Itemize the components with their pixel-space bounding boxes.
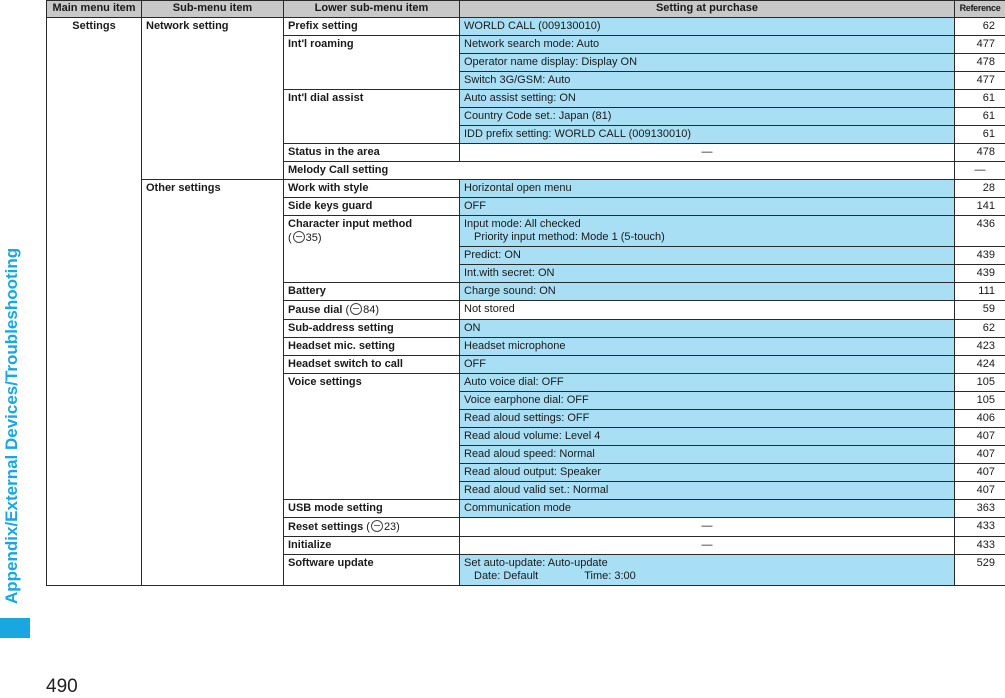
lower-item-prefix-setting: Prefix setting [284, 18, 460, 36]
lower-item-work-with-style: Work with style [284, 180, 460, 198]
lower-item-page: 23) [383, 521, 400, 533]
setting-line: Set auto-update: Auto-update [464, 557, 608, 569]
setting-value: Int.with secret: ON [460, 265, 955, 283]
sub-item-melody-call-setting: Melody Call setting [284, 162, 955, 180]
reference-page: 61 [955, 108, 1005, 126]
setting-value: Charge sound: ON [460, 283, 955, 301]
reference-page: 433 [955, 518, 1005, 537]
lower-item-label: Character input method [288, 218, 413, 230]
time-setting: Time: 3:00 [584, 570, 636, 582]
header-reference: Reference [955, 1, 1005, 18]
setting-value: OFF [460, 356, 955, 374]
lower-item-pause-dial: Pause dial ( 84) [284, 301, 460, 320]
header-sub-menu-item: Sub-menu item [142, 1, 284, 18]
table-row [47, 18, 1005, 36]
side-tab [0, 0, 30, 698]
setting-value: WORLD CALL (009130010) [460, 18, 955, 36]
reference-page: 407 [955, 428, 1005, 446]
setting-value: ON [460, 320, 955, 338]
reference-page: 407 [955, 482, 1005, 500]
lower-item-initialize: Initialize [284, 537, 460, 555]
side-tab-marker [0, 618, 30, 638]
date-setting: Date: Default [474, 570, 539, 582]
lower-item-reset-settings: Reset settings ( 23) [284, 518, 460, 537]
lower-item-intl-roaming: Int'l roaming [284, 36, 460, 90]
setting-value: Read aloud output: Speaker [460, 464, 955, 482]
menu-key-icon [293, 231, 305, 243]
setting-value: Headset microphone [460, 338, 955, 356]
reference-page: 62 [955, 320, 1005, 338]
reference-page: 424 [955, 356, 1005, 374]
setting-value: OFF [460, 198, 955, 216]
lower-item-sub-address-setting: Sub-address setting [284, 320, 460, 338]
main-menu-settings: Settings [47, 18, 142, 586]
reference-page: 477 [955, 72, 1005, 90]
lower-item-status-in-area: Status in the area [284, 144, 460, 162]
reference-page: 105 [955, 392, 1005, 410]
reference-page: 61 [955, 90, 1005, 108]
setting-line: Input mode: All checked [464, 218, 581, 230]
reference-page: 407 [955, 464, 1005, 482]
setting-value: — [460, 537, 955, 555]
setting-value [460, 555, 955, 586]
lower-item-voice-settings: Voice settings [284, 374, 460, 500]
lower-item-intl-dial-assist: Int'l dial assist [284, 90, 460, 144]
setting-line [464, 570, 950, 583]
sub-item-other-settings: Other settings [142, 180, 284, 586]
settings-table [46, 0, 1005, 586]
reference-page: 28 [955, 180, 1005, 198]
setting-value: IDD prefix setting: WORLD CALL (009130010) [460, 126, 955, 144]
setting-value: Read aloud volume: Level 4 [460, 428, 955, 446]
setting-value: Read aloud settings: OFF [460, 410, 955, 428]
reference-page: 477 [955, 36, 1005, 54]
menu-key-icon [350, 303, 362, 315]
setting-value: Auto voice dial: OFF [460, 374, 955, 392]
lower-item-page: 84) [363, 304, 380, 316]
reference-page: 436 [955, 216, 1005, 247]
setting-value: — [460, 518, 955, 537]
reference-page: 529 [955, 555, 1005, 586]
reference-page: 111 [955, 283, 1005, 301]
setting-value: Communication mode [460, 500, 955, 518]
reference-page: 478 [955, 54, 1005, 72]
reference-page: 141 [955, 198, 1005, 216]
setting-value: Switch 3G/GSM: Auto [460, 72, 955, 90]
setting-value: — [460, 144, 955, 162]
reference-page: 423 [955, 338, 1005, 356]
reference-page: 407 [955, 446, 1005, 464]
lower-item-label: Pause dial [288, 304, 343, 316]
side-tab-label: Appendix/External Devices/Troubleshooting [2, 247, 21, 604]
setting-value: Voice earphone dial: OFF [460, 392, 955, 410]
header-lower-sub-menu-item: Lower sub-menu item [284, 1, 460, 18]
header-main-menu-item: Main menu item [47, 1, 142, 18]
lower-item-battery: Battery [284, 283, 460, 301]
setting-value: Operator name display: Display ON [460, 54, 955, 72]
setting-value: Network search mode: Auto [460, 36, 955, 54]
setting-value: Auto assist setting: ON [460, 90, 955, 108]
setting-line: Priority input method: Mode 1 (5-touch) [474, 231, 665, 243]
setting-value: Read aloud valid set.: Normal [460, 482, 955, 500]
lower-item-page: 35) [305, 232, 322, 244]
reference-page: 59 [955, 301, 1005, 320]
setting-value: — [955, 162, 1005, 180]
reference-page: 105 [955, 374, 1005, 392]
setting-value: Predict: ON [460, 247, 955, 265]
reference-page: 363 [955, 500, 1005, 518]
page-number: 490 [46, 676, 78, 697]
setting-value: Horizontal open menu [460, 180, 955, 198]
lower-item-usb-mode-setting: USB mode setting [284, 500, 460, 518]
reference-page: 406 [955, 410, 1005, 428]
reference-page: 478 [955, 144, 1005, 162]
setting-value: Not stored [460, 301, 955, 320]
setting-value: Read aloud speed: Normal [460, 446, 955, 464]
lower-item-character-input-method: Character input method ( 35) [284, 216, 460, 283]
reference-page: 433 [955, 537, 1005, 555]
reference-page: 61 [955, 126, 1005, 144]
sub-item-network-setting: Network setting [142, 18, 284, 180]
table-row [47, 180, 1005, 198]
lower-item-headset-switch-to-call: Headset switch to call [284, 356, 460, 374]
reference-page: 62 [955, 18, 1005, 36]
lower-item-label: Reset settings [288, 521, 364, 533]
lower-item-headset-mic-setting: Headset mic. setting [284, 338, 460, 356]
setting-value: Country Code set.: Japan (81) [460, 108, 955, 126]
reference-page: 439 [955, 247, 1005, 265]
setting-value [460, 216, 955, 247]
reference-page: 439 [955, 265, 1005, 283]
header-setting-at-purchase: Setting at purchase [460, 1, 955, 18]
lower-item-software-update: Software update [284, 555, 460, 586]
menu-key-icon [371, 520, 383, 532]
lower-item-side-keys-guard: Side keys guard [284, 198, 460, 216]
